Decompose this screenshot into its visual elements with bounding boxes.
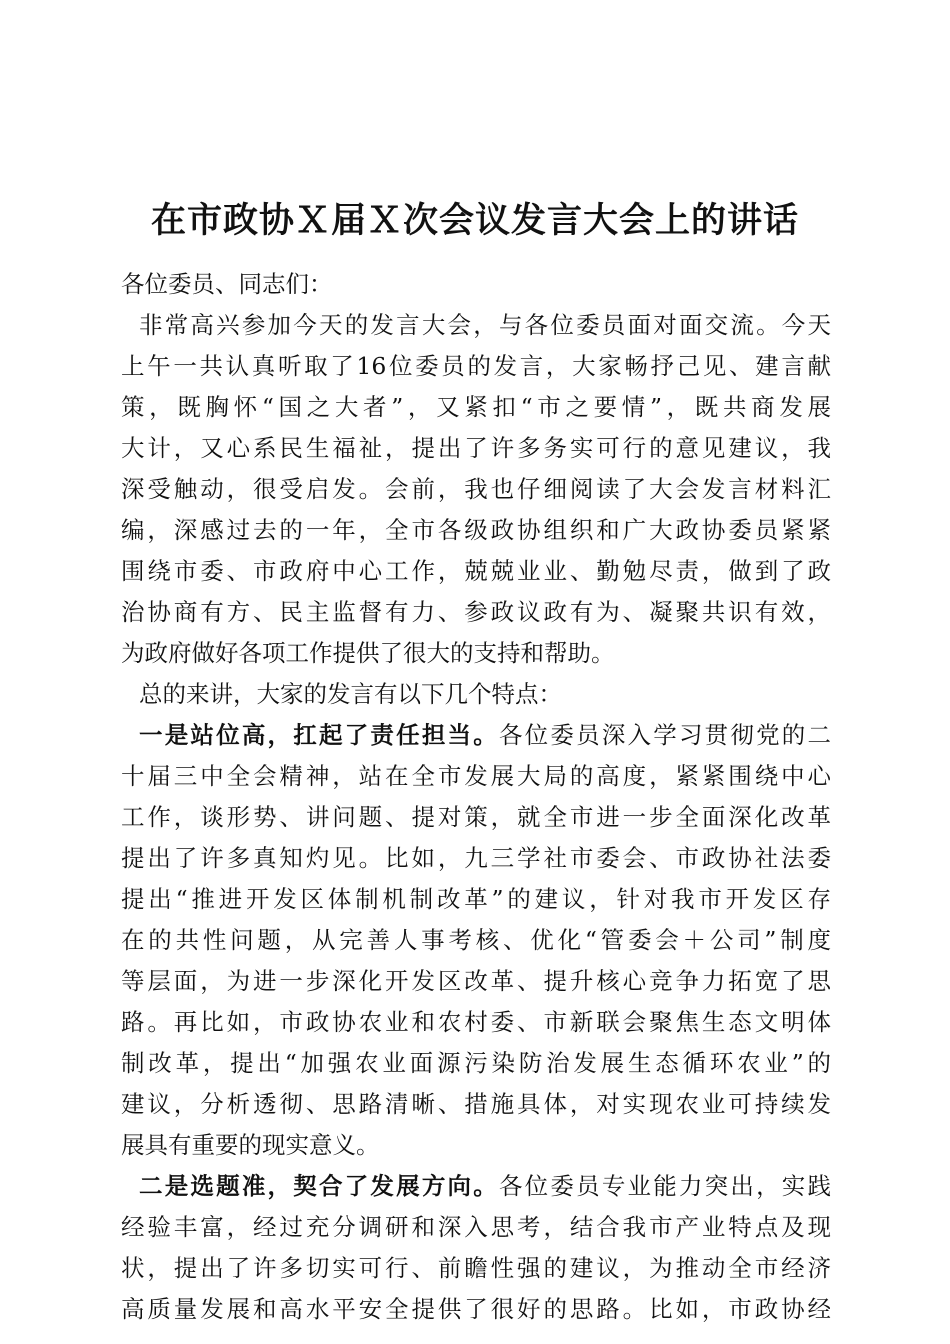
paragraph-line: 上午一共认真听取了16位委员的发言，大家畅抒己见、建言献: [121, 352, 831, 380]
paragraph-line: 大计，又心系民生福祉，提出了许多务实可行的意见建议，我: [121, 434, 831, 462]
paragraph-line: 十届三中全会精神，站在全市发展大局的高度，紧紧围绕中心: [121, 762, 831, 790]
document-body: [121, 264, 831, 1330]
paragraph-line: 状，提出了许多切实可行、前瞻性强的建议，为推动全市经济: [121, 1254, 831, 1282]
paragraph-line: 工作，谈形势、讲问题、提对策，就全市进一步全面深化改革: [121, 803, 831, 831]
salutation: 各位委员、同志们：: [121, 270, 333, 298]
paragraph-line: 路。再比如，市政协农业和农村委、市新联会聚焦生态文明体: [121, 1008, 831, 1036]
paragraph-line: 策，既胸怀“国之大者”，又紧扣“市之要情”，既共商发展: [121, 393, 831, 421]
document-title: 在市政协Ｘ届Ｘ次会议发言大会上的讲话: [150, 200, 799, 241]
paragraph-line: 编，深感过去的一年，全市各级政协组织和广大政协委员紧紧: [121, 516, 831, 544]
section-1-first-line-rest: 各位委员深入学习贯彻党的二: [498, 721, 832, 749]
section-1-heading: 一是站位高，扛起了责任担当。: [139, 721, 499, 749]
paragraph-line: 提出“推进开发区体制机制改革”的建议，针对我市开发区存: [121, 885, 831, 913]
paragraph-line: 为政府做好各项工作提供了很大的支持和帮助。: [121, 639, 615, 667]
paragraph-line: 治协商有方、民主监督有力、参政议政有为、凝聚共识有效，: [121, 598, 831, 626]
section-2-first-line: [121, 1166, 831, 1207]
paragraph-line: 展具有重要的现实意义。: [121, 1131, 380, 1159]
paragraph-line: 总的来讲，大家的发言有以下几个特点：: [139, 680, 562, 708]
paragraph-line: 非常高兴参加今天的发言大会，与各位委员面对面交流。今天: [139, 311, 831, 339]
paragraph-line: 在的共性问题，从完善人事考核、优化“管委会＋公司”制度: [121, 926, 831, 954]
paragraph-line: 制改革，提出“加强农业面源污染防治发展生态循环农业”的: [121, 1049, 831, 1077]
paragraph-line: 高质量发展和高水平安全提供了很好的思路。比如，市政协经: [121, 1295, 831, 1323]
paragraph-line: 经验丰富，经过充分调研和深入思考，结合我市产业特点及现: [121, 1213, 831, 1241]
paragraph-line: 围绕市委、市政府中心工作，兢兢业业、勤勉尽责，做到了政: [121, 557, 831, 585]
section-1-first-line: [121, 715, 831, 756]
section-2-first-line-rest: 各位委员专业能力突出，实践: [498, 1172, 832, 1200]
paragraph-line: 提出了许多真知灼见。比如，九三学社市委会、市政协社法委: [121, 844, 831, 872]
paragraph-line: 等层面，为进一步深化开发区改革、提升核心竞争力拓宽了思: [121, 967, 831, 995]
paragraph-line: 深受触动，很受启发。会前，我也仔细阅读了大会发言材料汇: [121, 475, 831, 503]
paragraph-line: 建议，分析透彻、思路清晰、措施具体，对实现农业可持续发: [121, 1090, 831, 1118]
section-2-heading: 二是选题准，契合了发展方向。: [139, 1172, 499, 1200]
